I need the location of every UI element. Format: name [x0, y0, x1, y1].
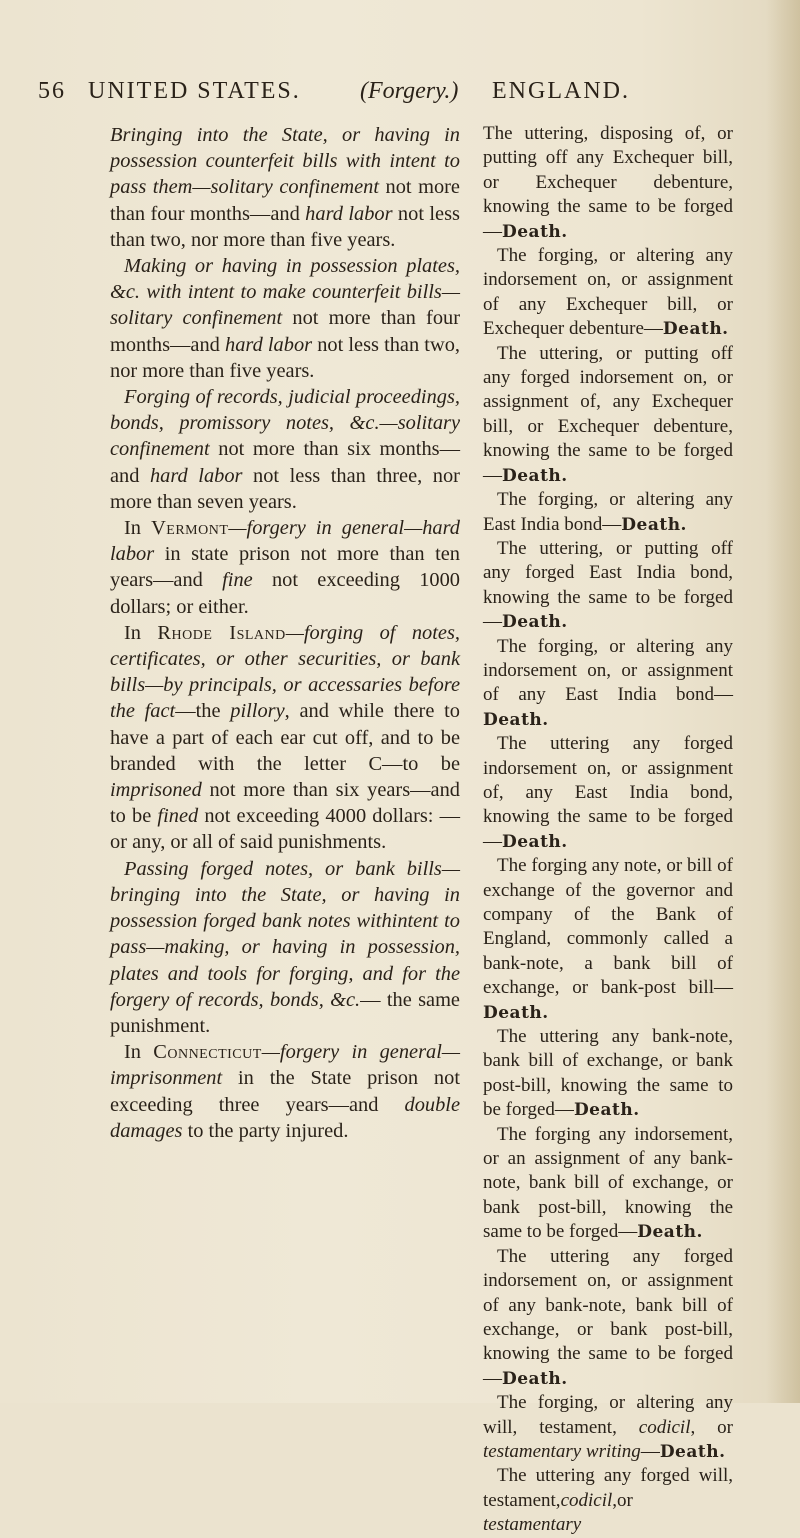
death-label: Death.: [573, 1100, 640, 1121]
death-label: Death.: [483, 709, 549, 730]
paragraph-vermont: In Vermont—forgery in general—hard labor in state prison not more than ten years—and fine not exceeding 1000 dollars; or either.: [110, 517, 460, 618]
death-label: Death.: [502, 831, 568, 852]
paragraph-east-india-forging: The forging, or altering any East India bond—Death.: [483, 489, 733, 535]
running-header: [38, 78, 678, 118]
page-number: 56: [38, 78, 66, 104]
paragraph-bank-note-uttering: The uttering any bank-note, bank bill of exchange, or bank post-bill, knowing the same to be forged—Death.: [483, 1026, 733, 1121]
paragraph-exchequer-uttering: The uttering, disposing of, or putting off any Exchequer bill, or Exchequer debenture, knowing the same to be forged—Death.: [483, 123, 733, 242]
paragraph-bank-indorsement-forging: The forging any indorsement, or an assignment of any bank-note, bank bill of exchange, or bank post-bill, knowing the same to be forged—Death.: [483, 1123, 733, 1243]
page-edge-shadow: [766, 0, 800, 1403]
death-label: Death.: [637, 1222, 703, 1243]
paragraph-exchequer-indorsement: The uttering, or putting off any forged indorsement on, or assignment of, any Exchequer bill, or Exchequer debenture, knowing the same to be forged—Death.: [483, 342, 733, 486]
paragraph-plates: Making or having in possession plates, &c. with intent to make counterfeit bills—solitary confinement not more than four months—and hard labor not less than two, nor more than five years.: [110, 255, 461, 382]
death-label: Death.: [621, 514, 687, 535]
death-label: Death.: [502, 1368, 568, 1389]
paragraph-records: Forging of records, judicial proceedings, bonds, promissory notes, &c.—solitary confinement not more than six months—and hard labor not less than three, nor more than seven years.: [110, 386, 460, 513]
right-column-england: [483, 122, 733, 1538]
paragraph-will-forging: The forging, or altering any will, testament, codicil, or testamentary writing—Death.: [483, 1392, 733, 1462]
paragraph-east-india-indorsement: The forging, or altering any indorsement on, or assignment of any East India bond—Death.: [483, 635, 733, 730]
death-label: Death.: [659, 1441, 726, 1462]
paragraph-counterfeit-bills: Bringing into the State, or having in possession counterfeit bills with intent to pass them—solitary confinement not more than four months—and hard labor not less than two, nor more than five years.: [110, 124, 460, 251]
paragraph-bank-note-forging: The forging any note, or bill of exchange of the governor and company of the Bank of England, commonly called a bank-note, a bank bill of exchange, or bank-post bill—Death.: [483, 855, 733, 1023]
paragraph-will-uttering: The uttering any forged will, testament,codicil,or testamentary: [483, 1465, 733, 1536]
paragraph-exchequer-forging: The forging, or altering any indorsement on, or assignment of any Exchequer bill, or Exchequer debenture—Death.: [483, 245, 733, 340]
death-label: Death.: [502, 612, 568, 633]
header-left-title: UNITED STATES.: [88, 78, 301, 104]
paragraph-connecticut: In Connecticut—forgery in general—imprisonment in the State prison not exceeding three years—and double damages to the party injured.: [110, 1041, 460, 1142]
death-label: Death.: [502, 221, 568, 242]
paragraph-rhode-island: In Rhode Island—forging of notes, certificates, or other securities, or bank bills—by principals, or accessaries before the fact—the pillory, and while there to have a part of each ear cut off, and to be branded with the letter C—to be imprisoned not more than six years—and to be fined not exceeding 4000 dollars: —or any, or all of said punishments.: [110, 621, 460, 854]
paragraph-east-india-uttering-indorsement: The uttering any forged indorsement on, or assignment of, any East India bond, knowing the same to be forged—Death.: [483, 733, 733, 852]
left-column-united-states: [110, 122, 460, 1144]
paragraph-bank-indorsement-uttering: The uttering any forged indorsement on, or assignment of any bank-note, bank bill of exchange, or bank post-bill, knowing the same to be forged—Death.: [483, 1245, 733, 1389]
header-middle-title: (Forgery.): [360, 78, 459, 104]
death-label: Death.: [662, 319, 729, 340]
header-right-title: ENGLAND.: [492, 78, 630, 104]
death-label: Death.: [502, 465, 568, 486]
death-label: Death.: [483, 1002, 549, 1023]
paragraph-east-india-uttering: The uttering, or putting off any forged East India bond, knowing the same to be forged—Death.: [483, 537, 733, 633]
paragraph-passing-forged: Passing forged notes, or bank bills—bringing into the State, or having in possession forged bank notes withintent to pass—making, or having in possession, plates and tools for forging, and for the forgery of records, bonds, &c.— the same punishment.: [110, 857, 460, 1037]
